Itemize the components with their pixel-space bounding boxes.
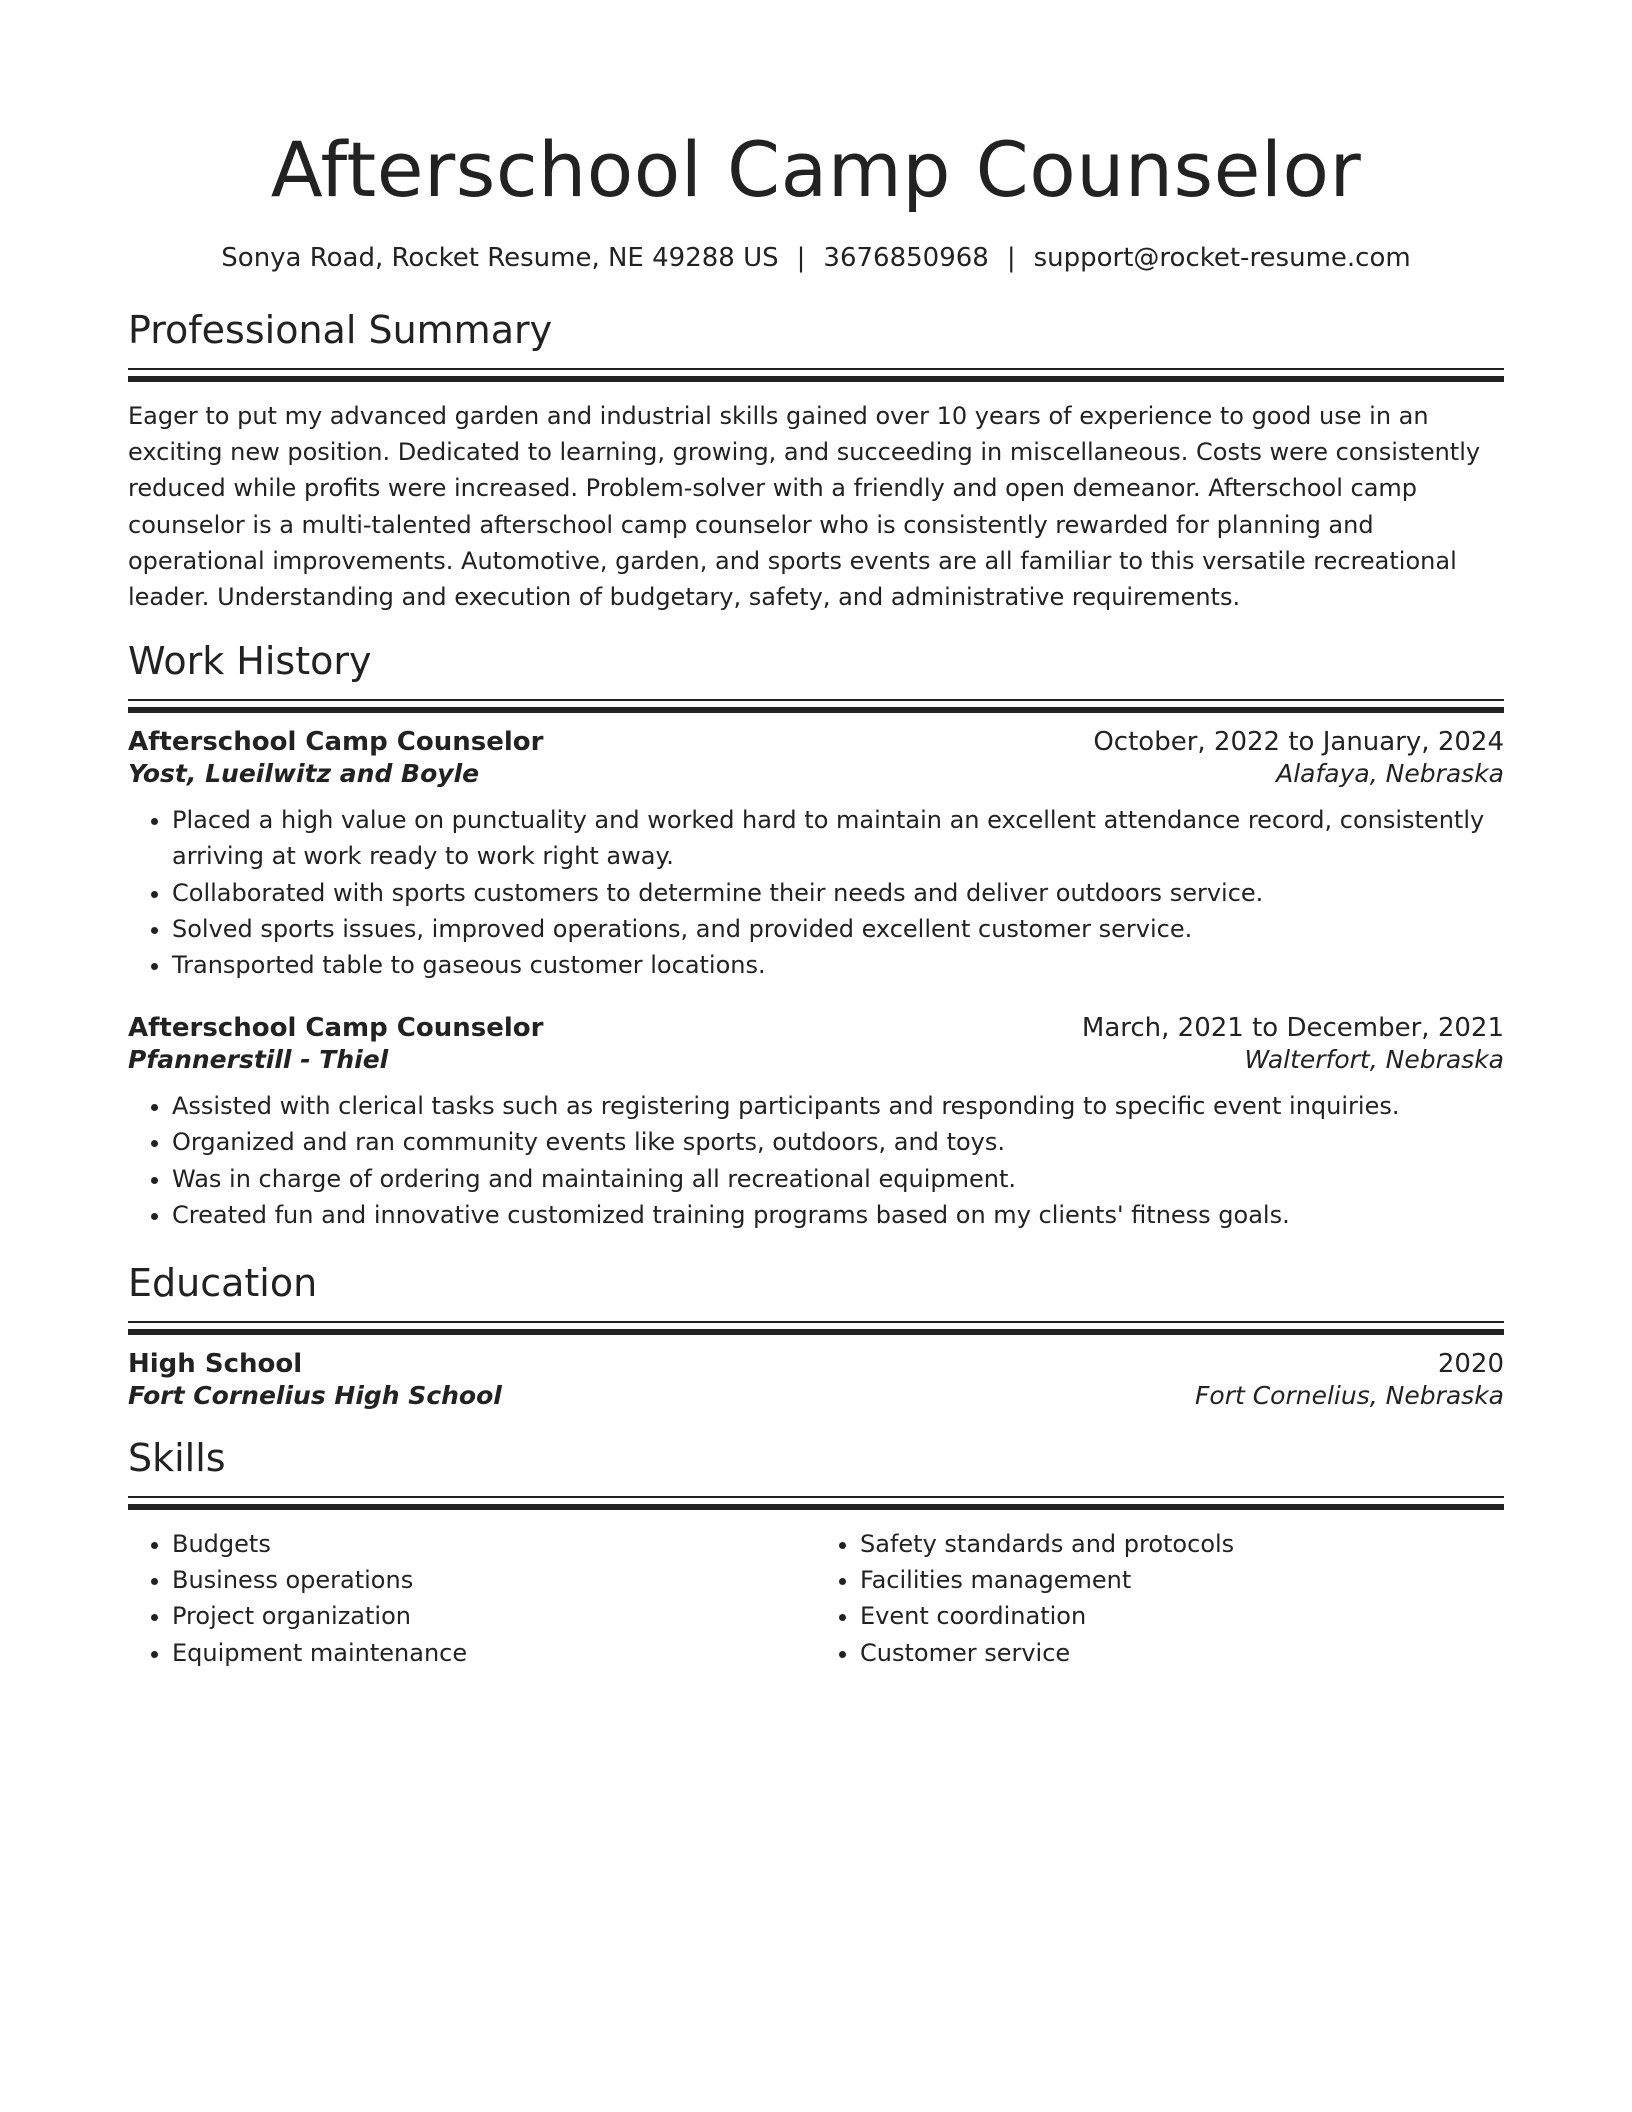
list-item: • Safety standards and protocols — [860, 1526, 1504, 1562]
list-item: • Equipment maintenance — [172, 1635, 816, 1671]
job-location: Alafaya, Nebraska — [1276, 759, 1504, 789]
list-item: • Transported table to gaseous customer locations. — [172, 947, 1504, 983]
contact-phone: 3676850968 — [823, 243, 989, 273]
list-item: • Collaborated with sports customers to determine their needs and deliver outdoors service. — [172, 875, 1504, 911]
list-item: • Created fun and innovative customized training programs based on my clients' fitness goals. — [172, 1197, 1504, 1233]
education-degree: High School — [128, 1349, 303, 1380]
education-location: Fort Cornelius, Nebraska — [1195, 1381, 1504, 1411]
skills-section — [128, 1434, 1504, 1671]
summary-text: Eager to put my advanced garden and industrial skills gained over 10 years of experience to good use in an exciting new position. Dedicated to learning, growing, and succeeding in miscellaneous. Costs were consistently reduced while profits were increased. Problem-solver with a friendly and open demeanor. Afterschool camp counselor is a multi-talented afterschool camp counselor who is consistently rewarded for planning and operational improvements. Automotive, garden, and sports events are all familiar to this versatile recreational leader. Understanding and execution of budgetary, safety, and administrative requirements. — [128, 402, 1481, 612]
section-title-work: Work History — [128, 639, 372, 684]
job-location: Walterfort, Nebraska — [1244, 1045, 1504, 1075]
job-title: Afterschool Camp Counselor — [128, 727, 544, 758]
job-company: Yost, Lueilwitz and Boyle — [128, 759, 480, 789]
section-title-education: Education — [128, 1261, 318, 1306]
list-item: • Solved sports issues, improved operations, and provided excellent customer service. — [172, 911, 1504, 947]
job-company-row — [128, 1045, 1504, 1074]
list-item: • Was in charge of ordering and maintaining all recreational equipment. — [172, 1161, 1504, 1197]
list-item: • Project organization — [172, 1598, 816, 1634]
contact-address: Sonya Road, Rocket Resume, NE 49288 US — [221, 243, 779, 273]
job-bullets — [128, 1088, 1504, 1233]
work-section — [128, 637, 1504, 1233]
education-section — [128, 1259, 1504, 1410]
contact-email: support@rocket-resume.com — [1033, 243, 1411, 273]
list-item: • Budgets — [172, 1526, 816, 1562]
summary-section — [128, 306, 1504, 615]
contact-line — [128, 240, 1504, 276]
education-school: Fort Cornelius High School — [128, 1381, 502, 1411]
section-rule — [128, 368, 1504, 382]
resume-title: Afterschool Camp Counselor — [270, 125, 1362, 214]
job-dates: October, 2022 to January, 2024 — [1093, 727, 1504, 758]
list-item: • Business operations — [172, 1562, 816, 1598]
section-rule — [128, 1321, 1504, 1335]
section-title-skills: Skills — [128, 1436, 226, 1481]
job-header-row — [128, 1013, 1504, 1043]
list-item: • Event coordination — [860, 1598, 1504, 1634]
job-header-row — [128, 727, 1504, 757]
job-entry — [128, 727, 1504, 983]
job-company: Pfannerstill - Thiel — [128, 1045, 389, 1075]
job-title: Afterschool Camp Counselor — [128, 1013, 544, 1044]
education-school-row — [128, 1381, 1504, 1410]
list-item: • Organized and ran community events like sports, outdoors, and toys. — [172, 1124, 1504, 1160]
job-entry — [128, 1013, 1504, 1233]
contact-separator: | — [1006, 243, 1016, 273]
education-year: 2020 — [1437, 1349, 1504, 1380]
section-title-summary: Professional Summary — [128, 308, 553, 352]
list-item: • Customer service — [860, 1635, 1504, 1671]
list-item: • Facilities management — [860, 1562, 1504, 1598]
job-bullets — [128, 802, 1504, 983]
contact-separator: | — [796, 243, 806, 273]
education-header-row — [128, 1349, 1504, 1379]
skills-columns — [128, 1526, 1504, 1671]
skills-list-right — [816, 1526, 1504, 1671]
job-company-row — [128, 759, 1504, 788]
job-dates: March, 2021 to December, 2021 — [1081, 1013, 1504, 1044]
skills-list-left — [128, 1526, 816, 1671]
section-rule — [128, 699, 1504, 713]
list-item: • Placed a high value on punctuality and worked hard to maintain an excellent attendance record, consistently arriving at work ready to work right away. — [172, 802, 1504, 874]
section-rule — [128, 1496, 1504, 1510]
list-item: • Assisted with clerical tasks such as registering participants and responding to specific event inquiries. — [172, 1088, 1504, 1124]
